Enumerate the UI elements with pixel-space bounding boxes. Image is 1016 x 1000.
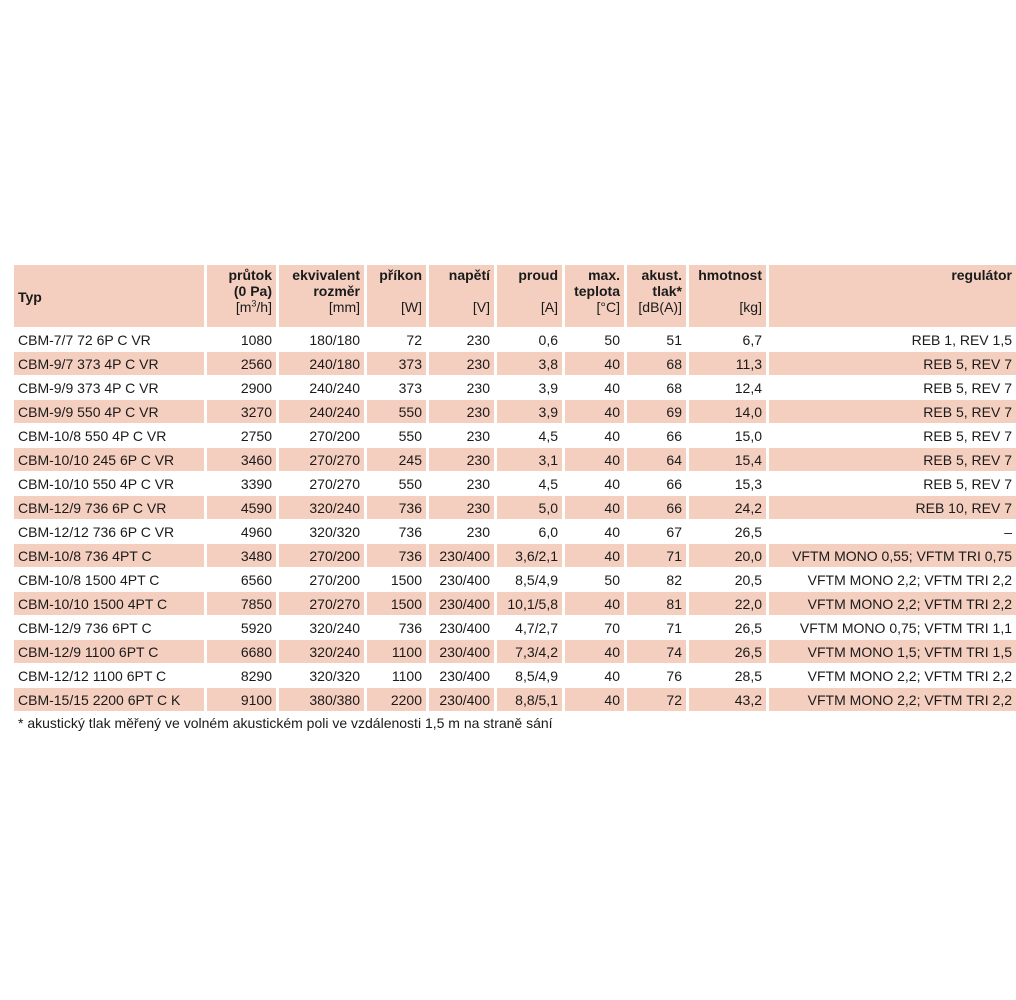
cell-prikon: 2200	[364, 687, 426, 711]
cell-prikon: 72	[364, 327, 426, 351]
cell-hmotnost: 28,5	[686, 663, 766, 687]
cell-typ: CBM-12/12 1100 6PT C	[14, 663, 204, 687]
table-row	[14, 663, 1016, 687]
cell-rozmer: 320/320	[276, 519, 364, 543]
cell-hmotnost: 24,2	[686, 495, 766, 519]
cell-teplota: 40	[562, 639, 624, 663]
cell-prutok: 2750	[204, 423, 276, 447]
cell-prutok: 4590	[204, 495, 276, 519]
cell-regulator: REB 5, REV 7	[766, 447, 1016, 471]
cell-typ: CBM-10/8 736 4PT C	[14, 543, 204, 567]
cell-proud: 4,5	[494, 423, 562, 447]
cell-regulator: REB 5, REV 7	[766, 399, 1016, 423]
cell-prutok: 4960	[204, 519, 276, 543]
cell-regulator: VFTM MONO 1,5; VFTM TRI 1,5	[766, 639, 1016, 663]
cell-hmotnost: 20,0	[686, 543, 766, 567]
cell-prikon: 373	[364, 351, 426, 375]
table-row	[14, 591, 1016, 615]
cell-typ: CBM-12/9 736 6PT C	[14, 615, 204, 639]
cell-rozmer: 270/270	[276, 591, 364, 615]
cell-regulator: –	[766, 519, 1016, 543]
cell-proud: 3,8	[494, 351, 562, 375]
cell-rozmer: 320/320	[276, 663, 364, 687]
cell-napeti: 230/400	[426, 687, 494, 711]
table-row	[14, 519, 1016, 543]
cell-prikon: 373	[364, 375, 426, 399]
cell-rozmer: 320/240	[276, 615, 364, 639]
cell-prikon: 550	[364, 399, 426, 423]
table-row	[14, 327, 1016, 351]
cell-prutok: 2560	[204, 351, 276, 375]
cell-rozmer: 270/200	[276, 423, 364, 447]
cell-tlak: 71	[624, 543, 686, 567]
cell-hmotnost: 14,0	[686, 399, 766, 423]
table-row	[14, 351, 1016, 375]
table-row	[14, 375, 1016, 399]
cell-prutok: 3460	[204, 447, 276, 471]
cell-hmotnost: 15,4	[686, 447, 766, 471]
cell-teplota: 40	[562, 687, 624, 711]
header-napeti: napětí [V]	[426, 265, 494, 327]
cell-napeti: 230/400	[426, 639, 494, 663]
table-row	[14, 447, 1016, 471]
cell-rozmer: 240/240	[276, 399, 364, 423]
cell-proud: 6,0	[494, 519, 562, 543]
cell-typ: CBM-12/9 736 6P C VR	[14, 495, 204, 519]
cell-regulator: VFTM MONO 2,2; VFTM TRI 2,2	[766, 687, 1016, 711]
cell-tlak: 76	[624, 663, 686, 687]
cell-teplota: 40	[562, 351, 624, 375]
table-row	[14, 615, 1016, 639]
cell-typ: CBM-12/9 1100 6PT C	[14, 639, 204, 663]
header-prutok: průtok (0 Pa) $[m^3/h]$	[204, 265, 276, 327]
cell-rozmer: 320/240	[276, 495, 364, 519]
cell-regulator: REB 5, REV 7	[766, 423, 1016, 447]
cell-napeti: 230	[426, 519, 494, 543]
cell-proud: 0,6	[494, 327, 562, 351]
cell-typ: CBM-10/10 1500 4PT C	[14, 591, 204, 615]
cell-napeti: 230	[426, 495, 494, 519]
cell-napeti: 230	[426, 375, 494, 399]
cell-prutok: 6680	[204, 639, 276, 663]
cell-teplota: 40	[562, 399, 624, 423]
header-row	[14, 265, 1016, 327]
cell-prikon: 550	[364, 471, 426, 495]
cell-tlak: 68	[624, 375, 686, 399]
cell-teplota: 40	[562, 519, 624, 543]
cell-typ: CBM-7/7 72 6P C VR	[14, 327, 204, 351]
cell-rozmer: 240/180	[276, 351, 364, 375]
table-row	[14, 567, 1016, 591]
cell-teplota: 40	[562, 591, 624, 615]
cell-prikon: 1500	[364, 591, 426, 615]
cell-prikon: 1100	[364, 663, 426, 687]
cell-prikon: 736	[364, 615, 426, 639]
cell-proud: 8,5/4,9	[494, 567, 562, 591]
cell-rozmer: 270/200	[276, 543, 364, 567]
cell-prikon: 736	[364, 543, 426, 567]
header-akust: akust. tlak* [dB(A)]	[624, 265, 686, 327]
cell-rozmer: 380/380	[276, 687, 364, 711]
cell-tlak: 81	[624, 591, 686, 615]
cell-tlak: 64	[624, 447, 686, 471]
cell-hmotnost: 6,7	[686, 327, 766, 351]
cell-prikon: 550	[364, 423, 426, 447]
cell-rozmer: 180/180	[276, 327, 364, 351]
cell-typ: CBM-12/12 736 6P C VR	[14, 519, 204, 543]
table-row	[14, 471, 1016, 495]
cell-proud: 8,5/4,9	[494, 663, 562, 687]
table-row	[14, 687, 1016, 711]
cell-napeti: 230/400	[426, 663, 494, 687]
cell-tlak: 66	[624, 495, 686, 519]
cell-typ: CBM-9/9 373 4P C VR	[14, 375, 204, 399]
cell-teplota: 40	[562, 447, 624, 471]
header-ekvivalent: ekvivalent rozměr [mm]	[276, 265, 364, 327]
cell-regulator: VFTM MONO 0,55; VFTM TRI 0,75	[766, 543, 1016, 567]
spec-table	[14, 265, 1016, 711]
cell-proud: 5,0	[494, 495, 562, 519]
cell-regulator: VFTM MONO 2,2; VFTM TRI 2,2	[766, 567, 1016, 591]
cell-regulator: REB 5, REV 7	[766, 471, 1016, 495]
cell-regulator: REB 5, REV 7	[766, 351, 1016, 375]
cell-proud: 7,3/4,2	[494, 639, 562, 663]
cell-regulator: REB 5, REV 7	[766, 375, 1016, 399]
table-row	[14, 495, 1016, 519]
header-proud: proud [A]	[494, 265, 562, 327]
cell-regulator: VFTM MONO 2,2; VFTM TRI 2,2	[766, 591, 1016, 615]
cell-prutok: 7850	[204, 591, 276, 615]
cell-rozmer: 270/270	[276, 447, 364, 471]
cell-teplota: 50	[562, 327, 624, 351]
header-regulator: regulátor	[766, 265, 1016, 327]
cell-napeti: 230	[426, 423, 494, 447]
cell-teplota: 40	[562, 663, 624, 687]
cell-teplota: 70	[562, 615, 624, 639]
cell-teplota: 40	[562, 543, 624, 567]
table-row	[14, 639, 1016, 663]
cell-hmotnost: 22,0	[686, 591, 766, 615]
cell-prikon: 1100	[364, 639, 426, 663]
cell-teplota: 40	[562, 495, 624, 519]
table-row	[14, 399, 1016, 423]
cell-proud: 4,5	[494, 471, 562, 495]
cell-hmotnost: 11,3	[686, 351, 766, 375]
cell-napeti: 230	[426, 327, 494, 351]
table-row	[14, 423, 1016, 447]
cell-napeti: 230	[426, 447, 494, 471]
header-teplota: max. teplota [°C]	[562, 265, 624, 327]
cell-teplota: 40	[562, 471, 624, 495]
table-row	[14, 543, 1016, 567]
cell-prutok: 6560	[204, 567, 276, 591]
cell-regulator: VFTM MONO 2,2; VFTM TRI 2,2	[766, 663, 1016, 687]
cell-tlak: 66	[624, 423, 686, 447]
cell-tlak: 71	[624, 615, 686, 639]
cell-regulator: REB 1, REV 1,5	[766, 327, 1016, 351]
cell-prutok: 5920	[204, 615, 276, 639]
cell-prutok: 2900	[204, 375, 276, 399]
header-prikon: příkon [W]	[364, 265, 426, 327]
cell-tlak: 72	[624, 687, 686, 711]
cell-regulator: VFTM MONO 0,75; VFTM TRI 1,1	[766, 615, 1016, 639]
cell-prikon: 736	[364, 495, 426, 519]
cell-hmotnost: 26,5	[686, 519, 766, 543]
cell-napeti: 230/400	[426, 591, 494, 615]
table-body	[14, 327, 1016, 711]
cell-hmotnost: 12,4	[686, 375, 766, 399]
spec-table-container	[14, 265, 1012, 731]
cell-tlak: 74	[624, 639, 686, 663]
cell-prutok: 9100	[204, 687, 276, 711]
cell-teplota: 40	[562, 375, 624, 399]
cell-prutok: 1080	[204, 327, 276, 351]
cell-rozmer: 240/240	[276, 375, 364, 399]
cell-napeti: 230/400	[426, 567, 494, 591]
cell-napeti: 230/400	[426, 543, 494, 567]
cell-prutok: 8290	[204, 663, 276, 687]
cell-regulator: REB 10, REV 7	[766, 495, 1016, 519]
cell-hmotnost: 43,2	[686, 687, 766, 711]
cell-proud: 3,1	[494, 447, 562, 471]
cell-tlak: 69	[624, 399, 686, 423]
cell-typ: CBM-9/7 373 4P C VR	[14, 351, 204, 375]
cell-hmotnost: 26,5	[686, 615, 766, 639]
cell-typ: CBM-10/8 1500 4PT C	[14, 567, 204, 591]
cell-prutok: 3390	[204, 471, 276, 495]
cell-tlak: 67	[624, 519, 686, 543]
cell-proud: 3,9	[494, 399, 562, 423]
cell-napeti: 230	[426, 399, 494, 423]
cell-proud: 4,7/2,7	[494, 615, 562, 639]
cell-prikon: 736	[364, 519, 426, 543]
cell-tlak: 51	[624, 327, 686, 351]
cell-rozmer: 270/200	[276, 567, 364, 591]
cell-teplota: 40	[562, 423, 624, 447]
cell-hmotnost: 26,5	[686, 639, 766, 663]
cell-proud: 8,8/5,1	[494, 687, 562, 711]
cell-tlak: 82	[624, 567, 686, 591]
cell-rozmer: 270/270	[276, 471, 364, 495]
cell-prikon: 245	[364, 447, 426, 471]
cell-proud: 3,9	[494, 375, 562, 399]
cell-typ: CBM-10/10 550 4P C VR	[14, 471, 204, 495]
cell-typ: CBM-10/8 550 4P C VR	[14, 423, 204, 447]
cell-hmotnost: 15,3	[686, 471, 766, 495]
footnote: * akustický tlak měřený ve volném akustickém poli ve vzdálenosti 1,5 m na straně sání	[18, 715, 553, 731]
cell-hmotnost: 20,5	[686, 567, 766, 591]
cell-proud: 3,6/2,1	[494, 543, 562, 567]
cell-typ: CBM-15/15 2200 6PT C K	[14, 687, 204, 711]
cell-napeti: 230	[426, 351, 494, 375]
cell-rozmer: 320/240	[276, 639, 364, 663]
cell-typ: CBM-9/9 550 4P C VR	[14, 399, 204, 423]
cell-teplota: 50	[562, 567, 624, 591]
cell-hmotnost: 15,0	[686, 423, 766, 447]
cell-typ: CBM-10/10 245 6P C VR	[14, 447, 204, 471]
cell-prutok: 3270	[204, 399, 276, 423]
cell-prutok: 3480	[204, 543, 276, 567]
cell-tlak: 66	[624, 471, 686, 495]
header-typ: Typ	[14, 265, 204, 327]
cell-napeti: 230/400	[426, 615, 494, 639]
cell-tlak: 68	[624, 351, 686, 375]
header-hmotnost: hmotnost [kg]	[686, 265, 766, 327]
cell-proud: 10,1/5,8	[494, 591, 562, 615]
cell-napeti: 230	[426, 471, 494, 495]
cell-prikon: 1500	[364, 567, 426, 591]
